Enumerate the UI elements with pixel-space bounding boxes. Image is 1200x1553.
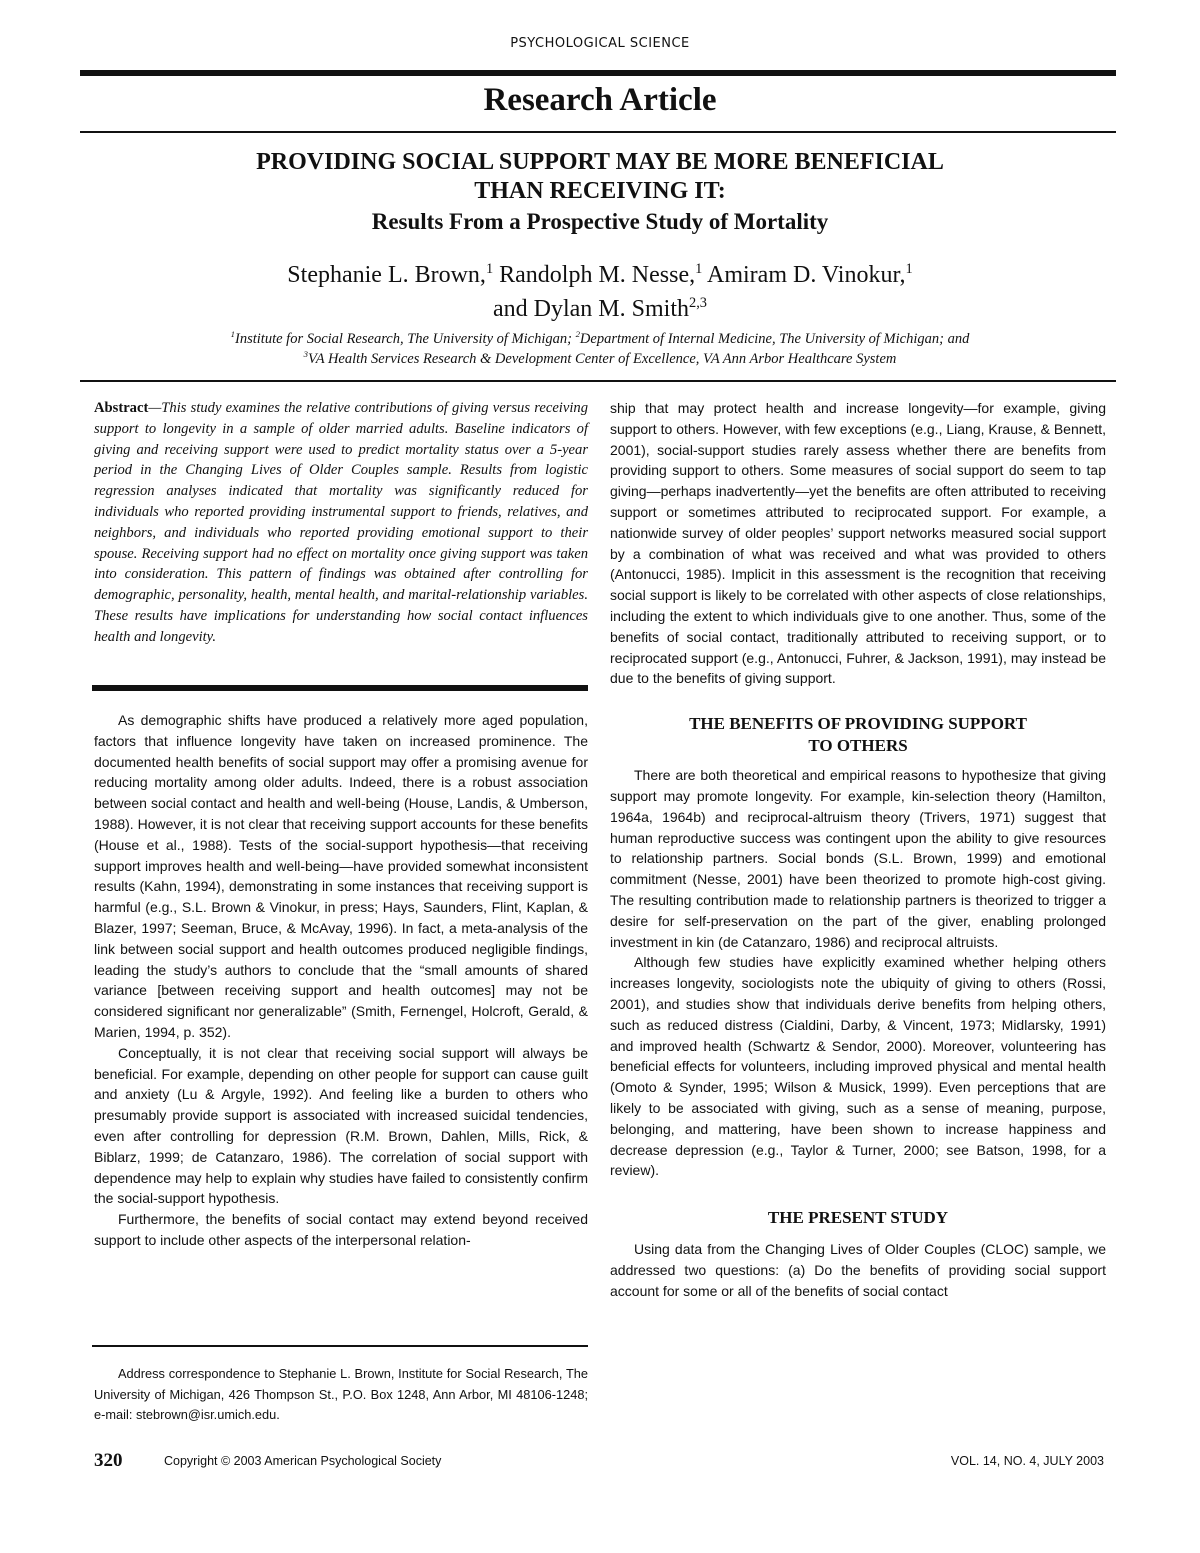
section-spacer	[610, 1181, 1106, 1207]
author-line-1	[100, 258, 1100, 292]
correspondence-text: Address correspondence to Stephanie L. Brown, Institute for Social Research, The University of Michigan, 426 Thompson St., P.O. Box 1248, Ann Arbor, MI 48106-1248; e-mail: stebrown@isr.umich.edu.	[94, 1366, 588, 1422]
copyright-notice: Copyright © 2003 American Psychological Society	[164, 1454, 442, 1468]
body-paragraph: Although few studies have explicitly examined whether helping others increases longevity, sociologists note the ubiquity of giving to others (Rossi, 2001), and studies show that individuals derive benefits from helping others, such as reduced distress (Cialdini, Darby, & Vincent, 1973; Midlarsky, 1991) and improved health (Schwartz & Sendor, 2000). Moreover, volunteering has beneficial effects for volunteers, including improved physical and mental health (Omoto & Synder, 1995; Wilson & Musick, 1999). Even perceptions that are likely to be associated with giving, such as a sense of meaning, purpose, belonging, and mattering, have been shown to increase happiness and decrease depression (e.g., Taylor & Turner, 2000; see Batson, 1998, for a review).	[610, 954, 1106, 1179]
article-type: Research Article	[483, 82, 717, 118]
author-brown-affil: 1	[485, 261, 494, 277]
section-heading-benefits	[610, 713, 1106, 757]
body-paragraph: There are both theoretical and empirical reasons to hypothesize that giving support may promote longevity. For example, kin-selection theory (Hamilton, 1964a, 1964b) and reciprocal-altruism theory (Trivers, 1971) suggest that human reproductive success was contingent upon the ability to give resources to relationship partners. Social bonds (S.L. Brown, 1999) and emotional commitment (Nesse, 2001) have been theorized to promote high-cost giving. The resulting contribution made to relationship partners is theorized to trigger a desire for self-preservation on the part of the giver, enabling prolonged investment in kin (de Catanzaro, 1986) and reciprocal altruists.	[610, 767, 1106, 950]
left-column-body	[94, 710, 588, 1251]
page-number: 320	[94, 1450, 123, 1471]
affiliation-rule	[80, 380, 1116, 382]
body-paragraph: Conceptually, it is not clear that receiving social support will always be beneficial. For example, depending on other people for support can cause guilt and anxiety (Lu & Argyle, 1992). And feeling like a burden to others who presumably provide support is associated with increased suicidal tendencies, even after controlling for depression (R.M. Brown, Dahlen, Mills, Rick, & Biblarz, 1999; de Catanzaro, 1986). The correlation of social support with dependence may help to explain why studies have failed to consistently confirm the social-support hypothesis.	[94, 1044, 588, 1207]
section-spacer	[610, 1229, 1106, 1239]
affiliation-3: VA Health Services Research & Development Center of Excellence, VA Ann Arbor Healthcare System	[307, 351, 897, 367]
right-column-body	[610, 398, 1106, 1301]
header-rule-thick	[80, 70, 1116, 76]
footnote-rule	[92, 1345, 588, 1347]
affil-mark-3: 3	[303, 349, 308, 360]
abstract-text: —This study examines the relative contributions of giving versus receiving support to longevity in a sample of older married adults. Baseline indicators of giving and receiving support were used to predict mortality status over a 5-year period in the Changing Lives of Older Couples sample. Results from logistic regression analyses indicated that mortality was significantly reduced for individuals who reported providing instrumental support to friends, relatives, and neighbors, and individuals who reported providing emotional support to their spouse. Receiving support had no effect on mortality once giving support was taken into consideration. This pattern of findings was obtained after controlling for demographic, personality, health, mental health, and marital-relationship variables. These results have implications for understanding how social contact influences health and longevity.	[94, 400, 588, 645]
title-line-1: PROVIDING SOCIAL SUPPORT MAY BE MORE BENEFICIAL	[256, 149, 944, 175]
affiliations	[100, 329, 1100, 369]
abstract-label: Abstract	[94, 400, 149, 416]
section-heading-line: THE BENEFITS OF PROVIDING SUPPORT	[689, 714, 1027, 734]
affiliation-1: Institute for Social Research, The University of Michigan;	[235, 331, 576, 347]
section-spacer	[610, 757, 1106, 765]
abstract	[94, 398, 588, 648]
correspondence-footnote	[94, 1364, 588, 1426]
header-rule-thin	[80, 131, 1116, 133]
body-paragraph: Furthermore, the benefits of social contact may extend beyond received support to include other aspects of the interpersonal relation-	[94, 1211, 588, 1248]
section-heading-line: TO OTHERS	[808, 736, 908, 756]
journal-name: PSYCHOLOGICAL SCIENCE	[510, 36, 690, 51]
body-paragraph: Using data from the Changing Lives of Older Couples (CLOC) sample, we addressed two questions: (a) Do the benefits of providing social support account for some or all of the benefits of social contact	[610, 1241, 1106, 1299]
section-spacer	[610, 689, 1106, 713]
article-title	[100, 148, 1100, 206]
affiliation-line-2	[100, 349, 1100, 369]
affiliation-line-1	[100, 329, 1100, 349]
author-vinokur-affil: 1	[905, 261, 913, 277]
author-smith: and Dylan M. Smith	[493, 296, 689, 322]
author-nesse-affil: 1	[695, 261, 703, 277]
affiliation-2: Department of Internal Medicine, The University of Michigan; and	[579, 331, 970, 347]
author-nesse: Randolph M. Nesse,	[493, 262, 696, 288]
article-subtitle: Results From a Prospective Study of Mortality	[371, 209, 829, 234]
affil-mark-2: 2	[575, 329, 580, 340]
body-paragraph-continued: ship that may protect health and increase longevity—for example, giving support to others. However, with few exceptions (e.g., Liang, Krause, & Bennett, 2001), social-support studies rarely assess whether there are benefits from providing support to others. Some measures of social support do seem to tap giving—perhaps inadvertently—yet the benefits are often attributed to receiving support or sometimes attributed to reciprocated support. For example, a nationwide survey of older peoples’ support networks measured social support by a combination of what was received and what was provided to others (Antonucci, 1985). Implicit in this assessment is the recognition that receiving social support is likely to be correlated with other aspects of close relationships, including the extent to which individuals give to one another. Thus, some of the benefits of social contact, traditionally attributed to receiving support, or to reciprocated support (e.g., Antonucci, Fuhrer, & Jackson, 1991), may instead be due to the benefits of giving support.	[610, 400, 1106, 687]
abstract-rule	[92, 685, 588, 691]
author-vinokur: Amiram D. Vinokur,	[702, 262, 906, 288]
title-line-2: THAN RECEIVING IT:	[474, 178, 726, 204]
body-paragraph: As demographic shifts have produced a relatively more aged population, factors that influence longevity have taken on increased prominence. The documented health benefits of social support may offer a promising avenue for reducing mortality among older adults. Indeed, there is a robust association between social contact and health and well-being (House, Landis, & Umberson, 1988). However, it is not clear that receiving support accounts for these benefits (House et al., 1988). Tests of the social-support hypothesis—that receiving support improves health and well-being—have provided somewhat inconsistent results (Kahn, 1994), demonstrating in some instances that receiving support is harmful (e.g., S.L. Brown & Vinokur, in press; Hays, Saunders, Flint, Kaplan, & Blazer, 1997; Seeman, Bruce, & McAvay, 1996). In fact, a meta-analysis of the link between social support and health outcomes produced negligible findings, leading the study’s authors to conclude that the “small amounts of shared variance [between receiving support and health outcomes] may not be considered significant nor generalizable” (Smith, Fernengel, Holcroft, Gerald, & Marien, 1994, p. 352).	[94, 712, 588, 1040]
affil-mark-1: 1	[230, 329, 236, 340]
volume-info: VOL. 14, NO. 4, JULY 2003	[950, 1454, 1104, 1468]
section-heading-present-study: THE PRESENT STUDY	[767, 1208, 949, 1228]
author-brown: Stephanie L. Brown,	[287, 262, 486, 288]
author-smith-affil: 2,3	[689, 295, 707, 311]
author-line-2	[100, 292, 1100, 326]
author-list	[100, 258, 1100, 326]
